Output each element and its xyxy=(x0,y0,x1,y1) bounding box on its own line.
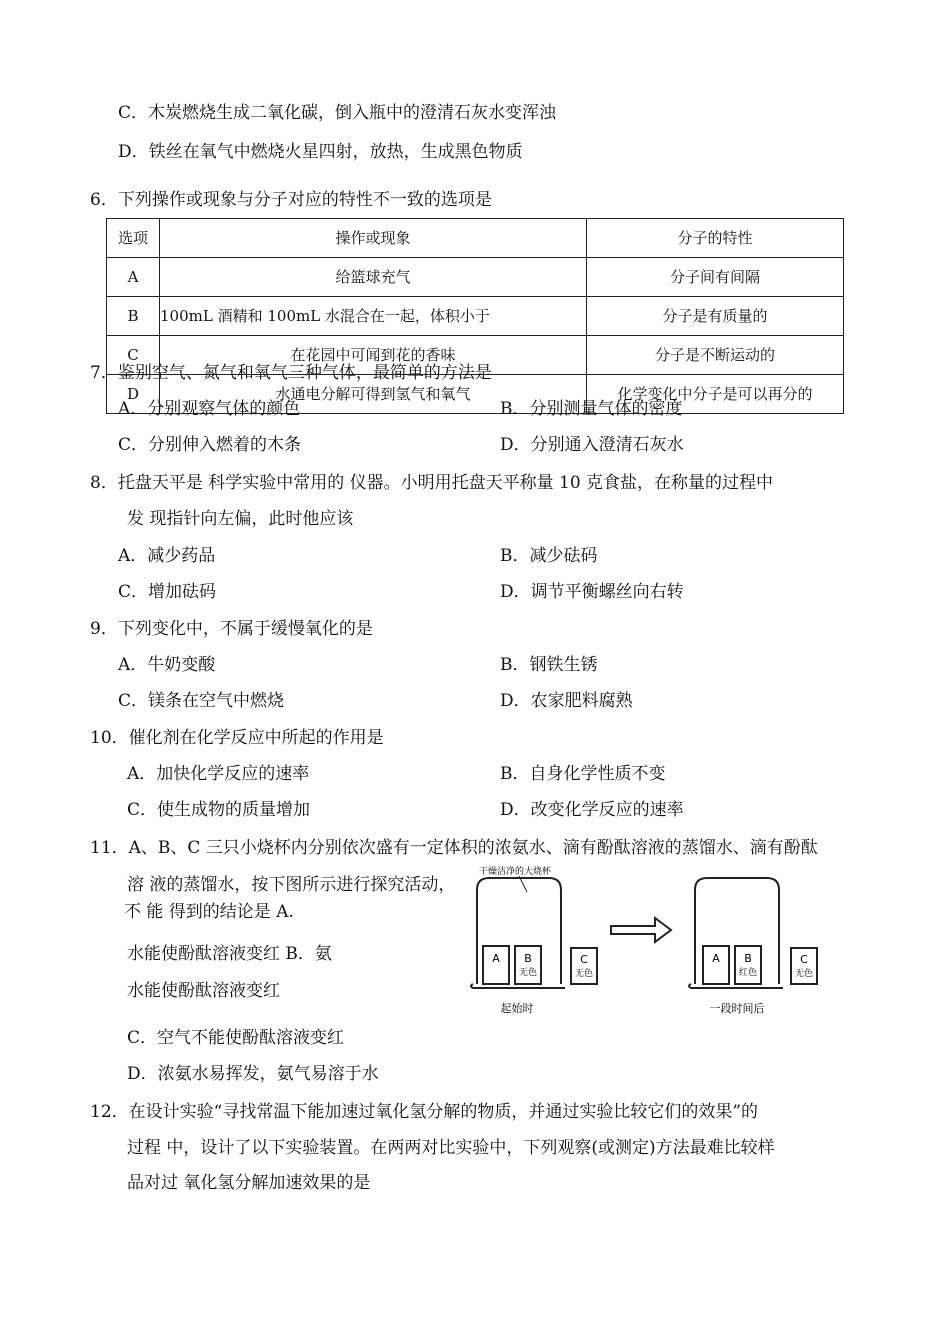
q9-option-c: C．镁条在空气中燃烧 xyxy=(118,691,285,711)
table-cell: 化学变化中分子是可以再分的 xyxy=(587,375,844,414)
q10-stem: 10．催化剂在化学反应中所起的作用是 xyxy=(90,728,384,748)
table-cell: D xyxy=(107,375,160,414)
table-cell: 给篮球充气 xyxy=(160,258,587,297)
q12-stem-cont: 品对过 氧化氢分解加速效果的是 xyxy=(127,1173,371,1193)
q7-option-d: D．分别通入澄清石灰水 xyxy=(500,435,684,455)
q11-option-d: D．浓氨水易挥发，氨气易溶于水 xyxy=(127,1064,379,1084)
q8-option-c: C．增加砝码 xyxy=(118,582,217,602)
q11-stem-cont: 溶 液的蒸馏水，按下图所示进行探究活动， xyxy=(127,875,456,895)
q10-option-b: B．自身化学性质不变 xyxy=(500,764,666,784)
table-row xyxy=(107,258,844,297)
beaker-b-label: B xyxy=(744,952,752,965)
q12-stem-cont: 过程 中，设计了以下实验装置。在两两对比实验中，下列观察(或测定)方法最难比较样 xyxy=(127,1138,775,1158)
q8-option-b: B．减少砝码 xyxy=(500,546,598,566)
q6-table-header xyxy=(107,219,844,258)
table-cell: 分子是有质量的 xyxy=(587,297,844,336)
beaker-b-label: B xyxy=(524,952,532,965)
q5-option-c: C．木炭燃烧生成二氧化碳，倒入瓶中的澄清石灰水变浑浊 xyxy=(118,103,557,123)
q9-option-d: D．农家肥料腐熟 xyxy=(500,691,633,711)
table-cell: 分子是不断运动的 xyxy=(587,336,844,375)
beaker-c-color: 无色 xyxy=(574,969,594,979)
beaker-c-label: C xyxy=(580,953,588,966)
table-row xyxy=(107,297,844,336)
q10-option-d: D．改变化学反应的速率 xyxy=(500,800,684,820)
q7-option-c: C．分别伸入燃着的木条 xyxy=(118,435,302,455)
q11-stem: 11．A、B、C 三只小烧杯内分别依次盛有一定体积的浓氨水、滴有酚酞溶液的蒸馏水、滴有酚酞 xyxy=(90,838,818,858)
q8-option-a: A．减少药品 xyxy=(118,546,216,566)
q9-option-b: B．钢铁生锈 xyxy=(500,655,598,675)
table-header-cell: 选项 xyxy=(107,219,160,258)
q11-option-c: C．空气不能使酚酞溶液变红 xyxy=(127,1028,345,1048)
beaker-c-label: C xyxy=(800,953,808,966)
big-beaker-label: 干燥洁净的大烧杯 xyxy=(479,867,552,877)
q7-option-a: A．分别观察气体的颜色 xyxy=(118,399,301,419)
q9-option-a: A．牛奶变酸 xyxy=(118,655,216,675)
beaker-a-label: A xyxy=(492,952,500,965)
q6-table xyxy=(106,218,844,414)
label-after: 一段时间后 xyxy=(709,1002,765,1015)
q7-stem: 7．鉴别空气、氮气和氧气三种气体，最简单的方法是 xyxy=(90,363,492,383)
beaker-b-color: 红色 xyxy=(738,968,758,978)
table-cell: 在花园中可闻到花的香味 xyxy=(160,336,587,375)
table-header-cell: 操作或现象 xyxy=(160,219,587,258)
table-cell: B xyxy=(107,297,160,336)
q8-stem-cont: 发 现指针向左偏，此时他应该 xyxy=(127,509,354,529)
beaker-c-color: 无色 xyxy=(794,969,814,979)
beaker-b-color: 无色 xyxy=(518,968,538,978)
q12-stem: 12．在设计实验“寻找常温下能加速过氧化氢分解的物质，并通过实验比较它们的效果”的 xyxy=(90,1102,759,1122)
q11-stem-cont: 不 能 得到的结论是 A. xyxy=(124,902,294,922)
table-cell: 分子间有间隔 xyxy=(587,258,844,297)
q8-stem: 8．托盘天平是 科学实验中常用的 仪器。小明用托盘天平称量 10 克食盐，在称量的过程中 xyxy=(90,473,774,493)
table-cell: C xyxy=(107,336,160,375)
label-start: 起始时 xyxy=(500,1002,534,1015)
q5-option-d: D．铁丝在氧气中燃烧火星四射，放热，生成黑色物质 xyxy=(118,142,523,162)
q7-option-b: B．分别测量气体的密度 xyxy=(500,399,683,419)
table-header-cell: 分子的特性 xyxy=(587,219,844,258)
table-cell: 水通电分解可得到氢气和氧气 xyxy=(160,375,587,414)
q10-option-a: A．加快化学反应的速率 xyxy=(127,764,310,784)
table-cell: 100mL 酒精和 100mL 水混合在一起，体积小于 xyxy=(160,297,587,336)
table-cell: A xyxy=(107,258,160,297)
q11-experiment-figure xyxy=(465,862,825,1018)
q11-stem-cont: 水能使酚酞溶液变红 xyxy=(127,981,280,1001)
q8-option-d: D．调节平衡螺丝向右转 xyxy=(500,582,684,602)
arrow-right-icon xyxy=(611,918,671,942)
q11-stem-cont: 水能使酚酞溶液变红 B．氨 xyxy=(127,944,332,964)
q10-option-c: C．使生成物的质量增加 xyxy=(127,800,311,820)
beaker-a-label: A xyxy=(712,952,720,965)
q9-stem: 9．下列变化中，不属于缓慢氧化的是 xyxy=(90,619,373,639)
q6-stem: 6．下列操作或现象与分子对应的特性不一致的选项是 xyxy=(90,190,492,210)
